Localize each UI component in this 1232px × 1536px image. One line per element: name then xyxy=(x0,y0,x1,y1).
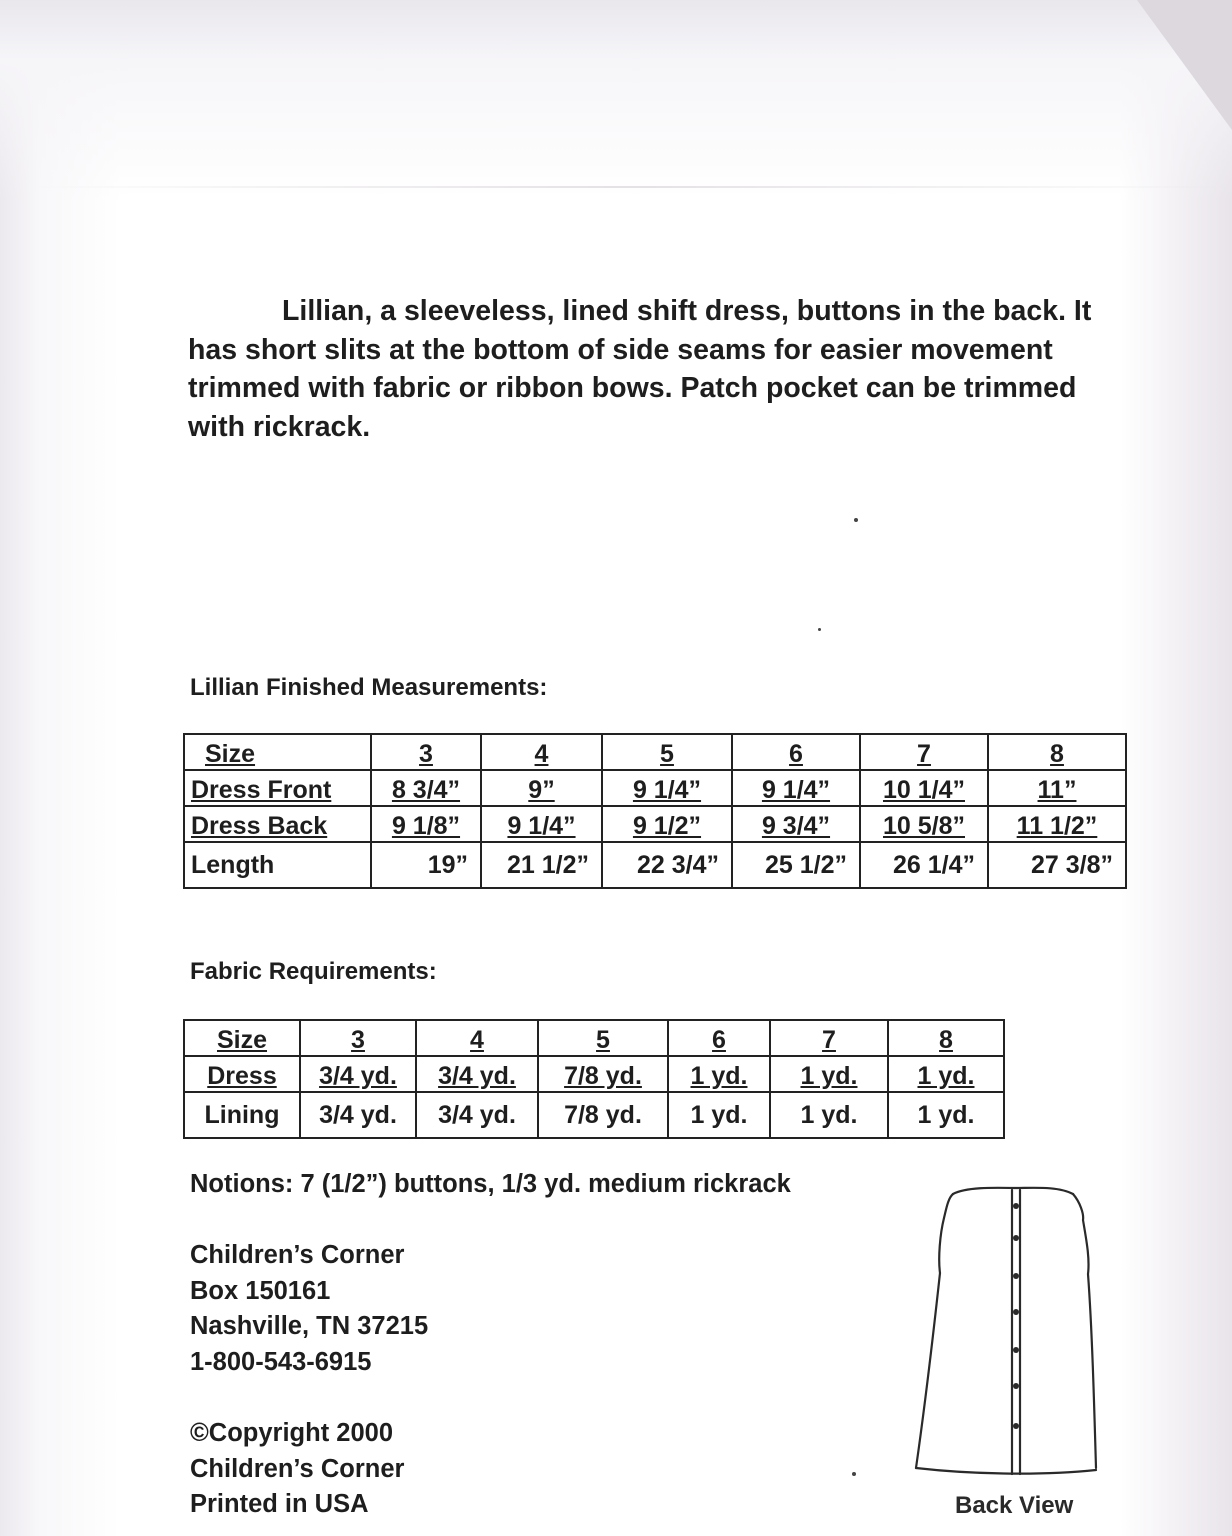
header-cell: 5 xyxy=(538,1020,668,1056)
row-label: Length xyxy=(184,842,371,888)
company-name: Children’s Corner xyxy=(190,1241,405,1269)
table-cell: 1 yd. xyxy=(888,1056,1004,1092)
header-cell: Size xyxy=(184,1020,300,1056)
po-box: Box 150161 xyxy=(190,1276,331,1305)
fabric-table xyxy=(183,1019,1005,1139)
copyright-line: ©Copyright 2000 xyxy=(190,1419,394,1447)
table-cell: 9 1/4” xyxy=(481,806,602,842)
table-cell: 9 1/2” xyxy=(602,806,732,842)
paper-top-edge xyxy=(0,0,1232,200)
table-row xyxy=(184,1056,1004,1092)
table-cell: 26 1/4” xyxy=(860,842,988,888)
table-cell: 27 3/8” xyxy=(988,842,1126,888)
table-cell: 7/8 yd. xyxy=(538,1056,668,1092)
row-label: Dress xyxy=(184,1056,300,1092)
table-cell: 9 3/4” xyxy=(732,806,860,842)
table-cell: 1 yd. xyxy=(668,1092,770,1138)
measurements-header-row xyxy=(184,734,1126,770)
table-cell: 25 1/2” xyxy=(732,842,860,888)
header-cell: 5 xyxy=(602,734,732,770)
fold-line xyxy=(30,186,1230,188)
table-cell: 9 1/8” xyxy=(371,806,481,842)
folded-corner xyxy=(1137,0,1232,130)
table-cell: 10 5/8” xyxy=(860,806,988,842)
header-cell: 7 xyxy=(860,734,988,770)
city-state-zip: Nashville, TN 37215 xyxy=(190,1312,429,1340)
copyright-block xyxy=(190,1416,404,1523)
table-cell: 3/4 yd. xyxy=(416,1056,538,1092)
header-cell: 4 xyxy=(481,734,602,770)
table-cell: 11 1/2” xyxy=(988,806,1126,842)
row-label: Dress Front xyxy=(184,770,371,806)
header-cell: 6 xyxy=(668,1020,770,1056)
table-cell: 11” xyxy=(988,770,1126,806)
table-cell: 9 1/4” xyxy=(602,770,732,806)
fabric-header-row xyxy=(184,1020,1004,1056)
table-row xyxy=(184,842,1126,888)
printed-in: Printed in USA xyxy=(190,1490,369,1518)
table-row xyxy=(184,1092,1004,1138)
header-cell: 6 xyxy=(732,734,860,770)
fabric-title: Fabric Requirements: xyxy=(190,958,437,985)
measurements-table xyxy=(183,733,1127,889)
ink-speck xyxy=(854,518,858,522)
row-label: Lining xyxy=(184,1092,300,1138)
table-cell: 9” xyxy=(481,770,602,806)
table-cell: 9 1/4” xyxy=(732,770,860,806)
table-cell: 19” xyxy=(371,842,481,888)
header-cell: 8 xyxy=(988,734,1126,770)
table-cell: 22 3/4” xyxy=(602,842,732,888)
copyright-company: Children’s Corner xyxy=(190,1454,405,1483)
header-cell: 3 xyxy=(300,1020,416,1056)
table-cell: 1 yd. xyxy=(770,1092,888,1138)
buttons xyxy=(1013,1203,1019,1429)
header-cell: Size xyxy=(184,734,371,770)
table-cell: 7/8 yd. xyxy=(538,1092,668,1138)
measurements-title: Lillian Finished Measurements: xyxy=(190,674,548,701)
header-cell: 4 xyxy=(416,1020,538,1056)
table-cell: 3/4 yd. xyxy=(416,1092,538,1138)
description-paragraph: Lillian, a sleeveless, lined shift dress, buttons in the back. It has short slits at the bottom of side seams for easier movement trimmed with fabric or ribbon bows. Patch pocket can be trimmed with rickrack. xyxy=(188,295,1092,443)
ink-speck xyxy=(818,628,821,631)
table-cell: 10 1/4” xyxy=(860,770,988,806)
table-cell: 3/4 yd. xyxy=(300,1092,416,1138)
row-label: Dress Back xyxy=(184,806,371,842)
table-cell: 1 yd. xyxy=(668,1056,770,1092)
phone-number: 1-800-543-6915 xyxy=(190,1347,372,1376)
header-cell: 3 xyxy=(371,734,481,770)
ink-speck xyxy=(852,1472,856,1476)
table-cell: 1 yd. xyxy=(770,1056,888,1092)
illustration-caption: Back View xyxy=(955,1492,1074,1519)
table-cell: 8 3/4” xyxy=(371,770,481,806)
header-cell: 8 xyxy=(888,1020,1004,1056)
notions-line: Notions: 7 (1/2”) buttons, 1/3 yd. medium rickrack xyxy=(190,1170,791,1198)
table-cell: 21 1/2” xyxy=(481,842,602,888)
table-cell: 1 yd. xyxy=(888,1092,1004,1138)
header-cell: 7 xyxy=(770,1020,888,1056)
table-row xyxy=(184,806,1126,842)
table-row xyxy=(184,770,1126,806)
dress-back-view-sketch-icon xyxy=(908,1178,1098,1480)
address-block xyxy=(190,1238,428,1380)
table-cell: 3/4 yd. xyxy=(300,1056,416,1092)
